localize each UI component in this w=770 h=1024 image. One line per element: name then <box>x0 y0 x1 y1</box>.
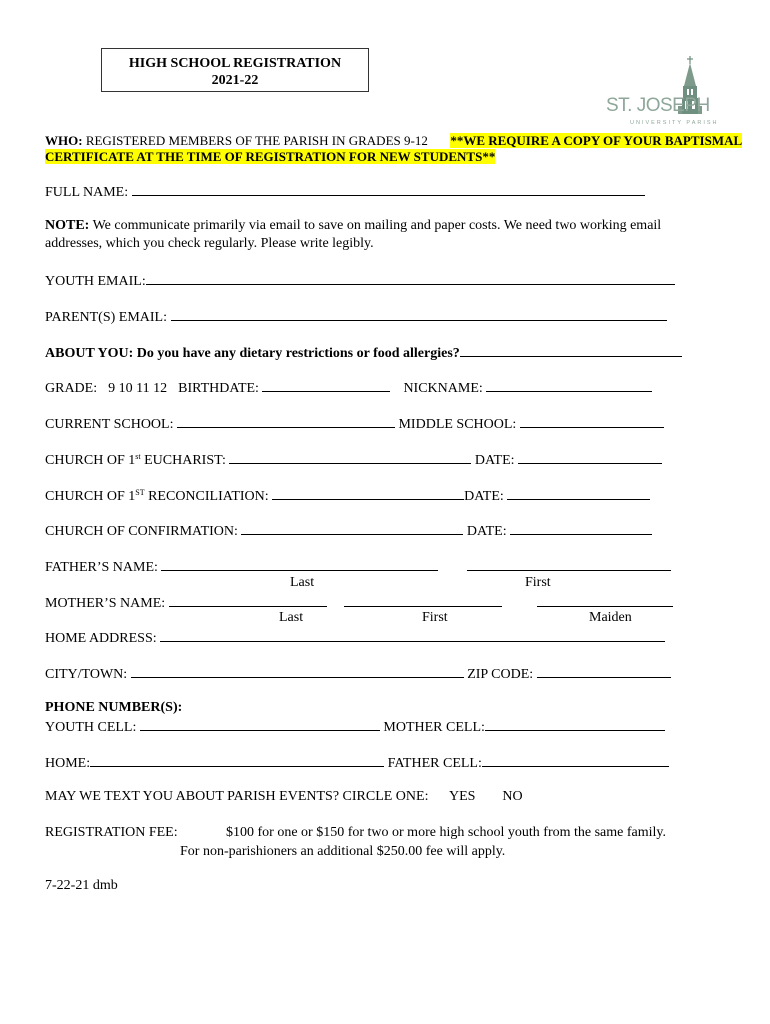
text-question-label: MAY WE TEXT YOU ABOUT PARISH EVENTS? CIRCLE ONE: <box>45 789 429 804</box>
parent-email-label: PARENT(S) EMAIL: <box>45 310 167 325</box>
zip-code-field[interactable] <box>537 664 671 678</box>
fathers-name-label: FATHER’S NAME: <box>45 560 158 575</box>
father-cell-field[interactable] <box>482 753 669 767</box>
reconciliation-church-field[interactable] <box>272 486 464 500</box>
father-last-caption: Last <box>290 575 315 590</box>
mother-first-caption: First <box>422 610 448 625</box>
birthdate-label: BIRTHDATE: <box>178 381 259 396</box>
city-row <box>45 664 671 683</box>
no-option[interactable]: NO <box>502 789 523 804</box>
grade-row <box>45 378 652 397</box>
page-title: HIGH SCHOOL REGISTRATION <box>128 56 342 71</box>
city-town-field[interactable] <box>131 664 464 678</box>
confirmation-church-field[interactable] <box>241 521 463 535</box>
phone-numbers-heading: PHONE NUMBER(S): <box>45 700 183 715</box>
zip-code-label: ZIP CODE: <box>467 667 534 682</box>
city-town-label: CITY/TOWN: <box>45 667 128 682</box>
eucharist-church-field[interactable] <box>229 450 471 464</box>
mother-first-field[interactable] <box>344 593 502 607</box>
home-address-field[interactable] <box>160 628 665 642</box>
about-you-label: ABOUT YOU: Do you have any dietary restrictions or food allergies? <box>45 346 460 361</box>
reconciliation-label: CHURCH OF 1ST RECONCILIATION: <box>45 488 269 504</box>
note-line-2: addresses, which you check regularly. Please write legibly. <box>45 236 374 251</box>
middle-school-label: MIDDLE SCHOOL: <box>398 417 517 432</box>
registration-fee-label: REGISTRATION FEE: <box>45 825 178 840</box>
who-text: REGISTERED MEMBERS OF THE PARISH IN GRADES 9-12 <box>85 133 428 148</box>
full-name-field[interactable] <box>132 182 645 196</box>
page-year: 2021-22 <box>211 73 259 88</box>
father-cell-label: FATHER CELL: <box>387 756 482 771</box>
youth-cell-row <box>45 717 665 736</box>
middle-school-field[interactable] <box>520 414 664 428</box>
logo-name: ST. JOSEPH <box>606 95 710 116</box>
fee-line-1: $100 for one or $150 for two or more high school youth from the same family. <box>226 825 667 840</box>
mother-maiden-field[interactable] <box>537 593 673 607</box>
full-name-row <box>45 182 645 201</box>
note-text-1: We communicate primarily via email to save on mailing and paper costs. We need two working email <box>92 218 662 233</box>
footer-revision: 7-22-21 dmb <box>45 878 118 893</box>
reconciliation-date-field[interactable] <box>507 486 650 500</box>
youth-email-label: YOUTH EMAIL: <box>45 274 146 289</box>
grade-label: GRADE: <box>45 381 98 396</box>
mothers-name-row <box>45 593 673 612</box>
mother-cell-label: MOTHER CELL: <box>383 720 485 735</box>
eucharist-date-field[interactable] <box>518 450 662 464</box>
about-you-row <box>45 343 682 362</box>
mother-cell-field[interactable] <box>485 717 665 731</box>
parish-logo <box>606 54 734 130</box>
home-phone-row <box>45 753 669 772</box>
youth-cell-label: YOUTH CELL: <box>45 720 137 735</box>
who-line-2 <box>45 149 495 165</box>
parent-email-row <box>45 307 667 326</box>
note-label: NOTE: <box>45 218 90 233</box>
confirmation-date-label: DATE: <box>466 524 507 539</box>
church-steeple-icon <box>606 54 734 130</box>
confirmation-row <box>45 521 652 540</box>
parent-email-field[interactable] <box>171 307 667 321</box>
who-label: WHO: <box>45 133 83 148</box>
school-row <box>45 414 664 433</box>
fee-line-2: For non-parishioners an additional $250.00 fee will apply. <box>180 844 506 859</box>
father-first-field[interactable] <box>467 557 671 571</box>
confirmation-date-field[interactable] <box>510 521 652 535</box>
birthdate-field[interactable] <box>262 378 390 392</box>
home-address-row <box>45 628 665 647</box>
logo-subtitle: UNIVERSITY PARISH <box>630 120 719 126</box>
reconciliation-row <box>45 486 650 505</box>
full-name-label: FULL NAME: <box>45 185 129 200</box>
who-line-1 <box>45 133 742 149</box>
home-address-label: HOME ADDRESS: <box>45 631 157 646</box>
youth-email-field[interactable] <box>146 271 675 285</box>
baptismal-notice-1: **WE REQUIRE A COPY OF YOUR BAPTISMAL <box>450 133 743 148</box>
note-line-1 <box>45 218 661 234</box>
youth-cell-field[interactable] <box>140 717 380 731</box>
home-phone-label: HOME: <box>45 756 91 771</box>
baptismal-notice-2: CERTIFICATE AT THE TIME OF REGISTRATION FOR NEW STUDENTS** <box>45 149 496 164</box>
reconciliation-date-label: DATE: <box>464 489 504 504</box>
current-school-field[interactable] <box>177 414 395 428</box>
nickname-label: NICKNAME: <box>403 381 483 396</box>
home-phone-field[interactable] <box>90 753 384 767</box>
grade-options[interactable]: 9 10 11 12 <box>108 381 168 396</box>
mother-last-field[interactable] <box>169 593 327 607</box>
confirmation-label: CHURCH OF CONFIRMATION: <box>45 524 238 539</box>
mother-maiden-caption: Maiden <box>589 610 632 625</box>
mothers-name-label: MOTHER’S NAME: <box>45 596 166 611</box>
eucharist-row <box>45 450 662 469</box>
nickname-field[interactable] <box>486 378 652 392</box>
yes-option[interactable]: YES <box>448 789 476 804</box>
current-school-label: CURRENT SCHOOL: <box>45 417 174 432</box>
eucharist-label: CHURCH OF 1st EUCHARIST: <box>45 452 226 468</box>
eucharist-date-label: DATE: <box>474 453 515 468</box>
father-first-caption: First <box>525 575 551 590</box>
mother-last-caption: Last <box>279 610 304 625</box>
fathers-name-row <box>45 557 671 576</box>
dietary-field[interactable] <box>460 343 682 357</box>
text-question-row <box>45 789 523 805</box>
title-box <box>101 48 369 92</box>
father-last-field[interactable] <box>161 557 438 571</box>
youth-email-row <box>45 271 675 290</box>
